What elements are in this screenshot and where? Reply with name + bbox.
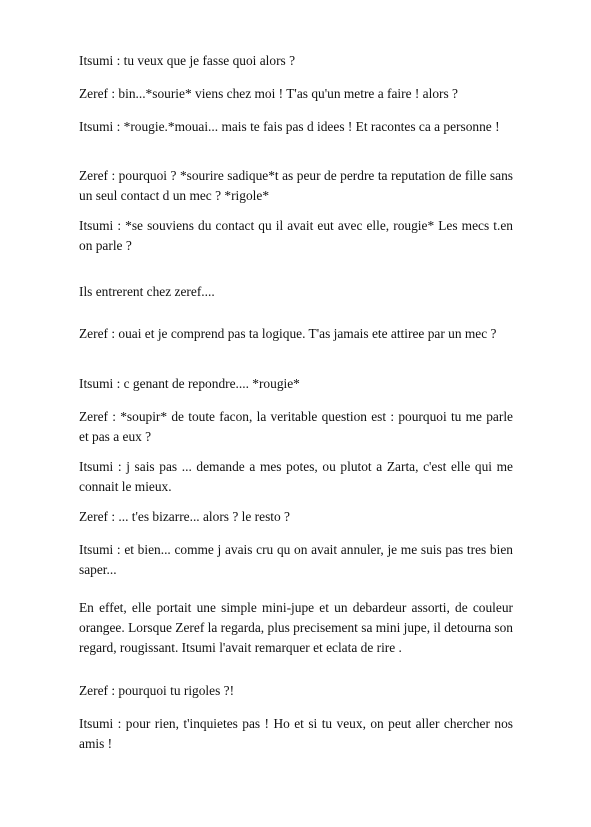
paragraph-1: Itsumi : tu veux que je fasse quoi alors ?	[79, 53, 296, 68]
paragraph-5: Itsumi : *se souviens du contact qu il avait eut avec elle, rougie* Les mecs t.en on parle ?	[79, 218, 513, 253]
paragraph-8: Itsumi : c genant de repondre.... *rougie*	[79, 376, 300, 391]
paragraph-15: Itsumi : pour rien, t'inquietes pas ! Ho et si tu veux, on peut aller chercher nos amis !	[79, 716, 513, 751]
paragraph-6: Ils entrerent chez zeref....	[79, 284, 215, 299]
paragraph-10: Itsumi : j sais pas ... demande a mes potes, ou plutot a Zarta, c'est elle qui me connait le mieux.	[79, 459, 513, 494]
paragraph-11: Zeref : ... t'es bizarre... alors ? le resto ?	[79, 509, 290, 524]
paragraph-12: Itsumi : et bien... comme j avais cru qu on avait annuler, je me suis pas tres bien saper...	[79, 542, 513, 577]
paragraph-14: Zeref : pourquoi tu rigoles ?!	[79, 683, 235, 698]
paragraph-4: Zeref : pourquoi ? *sourire sadique*t as peur de perdre ta reputation de fille sans un seul contact d un mec ? *rigole*	[79, 168, 513, 203]
paragraph-2: Zeref : bin...*sourie* viens chez moi ! T'as qu'un metre a faire ! alors ?	[79, 86, 459, 101]
paragraph-13: En effet, elle portait une simple mini-jupe et un debardeur assorti, de couleur orangee. Lorsque Zeref la regarda, plus precisement sa mini jupe, il detourna son regard, rougissant. Itsumi l'avait remarquer et eclata de rire .	[79, 600, 513, 655]
paragraph-7: Zeref : ouai et je comprend pas ta logique. T'as jamais ete attiree par un mec ?	[79, 326, 497, 341]
paragraph-9: Zeref : *soupir* de toute facon, la veritable question est : pourquoi tu me parle et pas a eux ?	[79, 409, 513, 444]
paragraph-3: Itsumi : *rougie.*mouai... mais te fais pas d idees ! Et racontes ca a personne !	[79, 119, 500, 134]
